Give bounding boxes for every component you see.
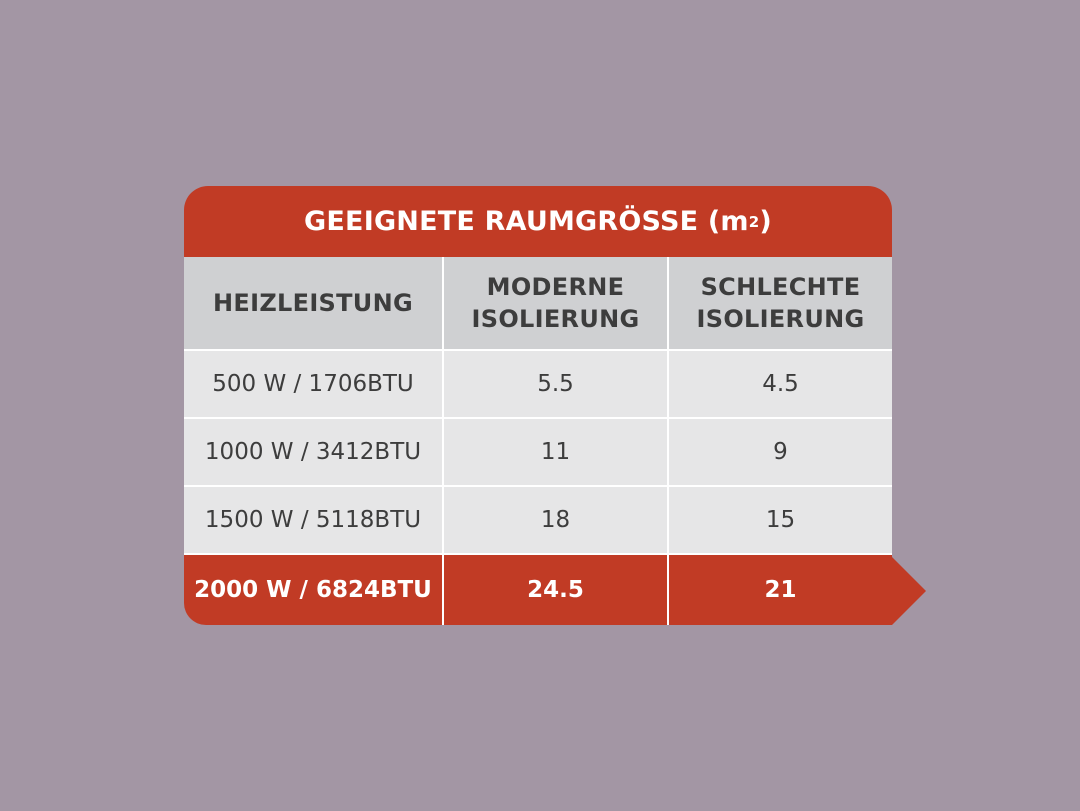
highlight-arrow-icon [892,557,926,625]
table-row-4-poor-highlighted: 21 [667,555,892,625]
table-title-close: ) [759,206,772,237]
table-row-1-power: 500 W / 1706BTU [184,351,442,419]
table-row-4-modern-highlighted: 24.5 [442,555,667,625]
header-modern-line1: MODERNE [486,273,625,301]
table-row-3-modern: 18 [442,487,667,555]
header-poor-insulation [667,257,892,351]
header-heating-power-label: HEIZLEISTUNG [213,289,413,317]
header-poor-line1: SCHLECHTE [700,273,861,301]
header-heating-power [184,257,442,351]
room-size-table-card [184,186,892,625]
header-modern-insulation [442,257,667,351]
table-title-text: GEEIGNETE RAUMGRÖSSE (m [304,206,749,237]
table-row-2-modern: 11 [442,419,667,487]
table-row-3-power: 1500 W / 5118BTU [184,487,442,555]
table-title [184,186,892,257]
header-modern-line2: ISOLIERUNG [471,305,640,333]
table-title-superscript: 2 [748,212,760,231]
room-size-table [184,257,892,625]
table-row-2-power: 1000 W / 3412BTU [184,419,442,487]
header-poor-line2: ISOLIERUNG [696,305,865,333]
table-row-1-modern: 5.5 [442,351,667,419]
table-row-1-poor: 4.5 [667,351,892,419]
table-row-3-poor: 15 [667,487,892,555]
table-row-2-poor: 9 [667,419,892,487]
table-row-4-power-highlighted: 2000 W / 6824BTU [184,555,442,625]
